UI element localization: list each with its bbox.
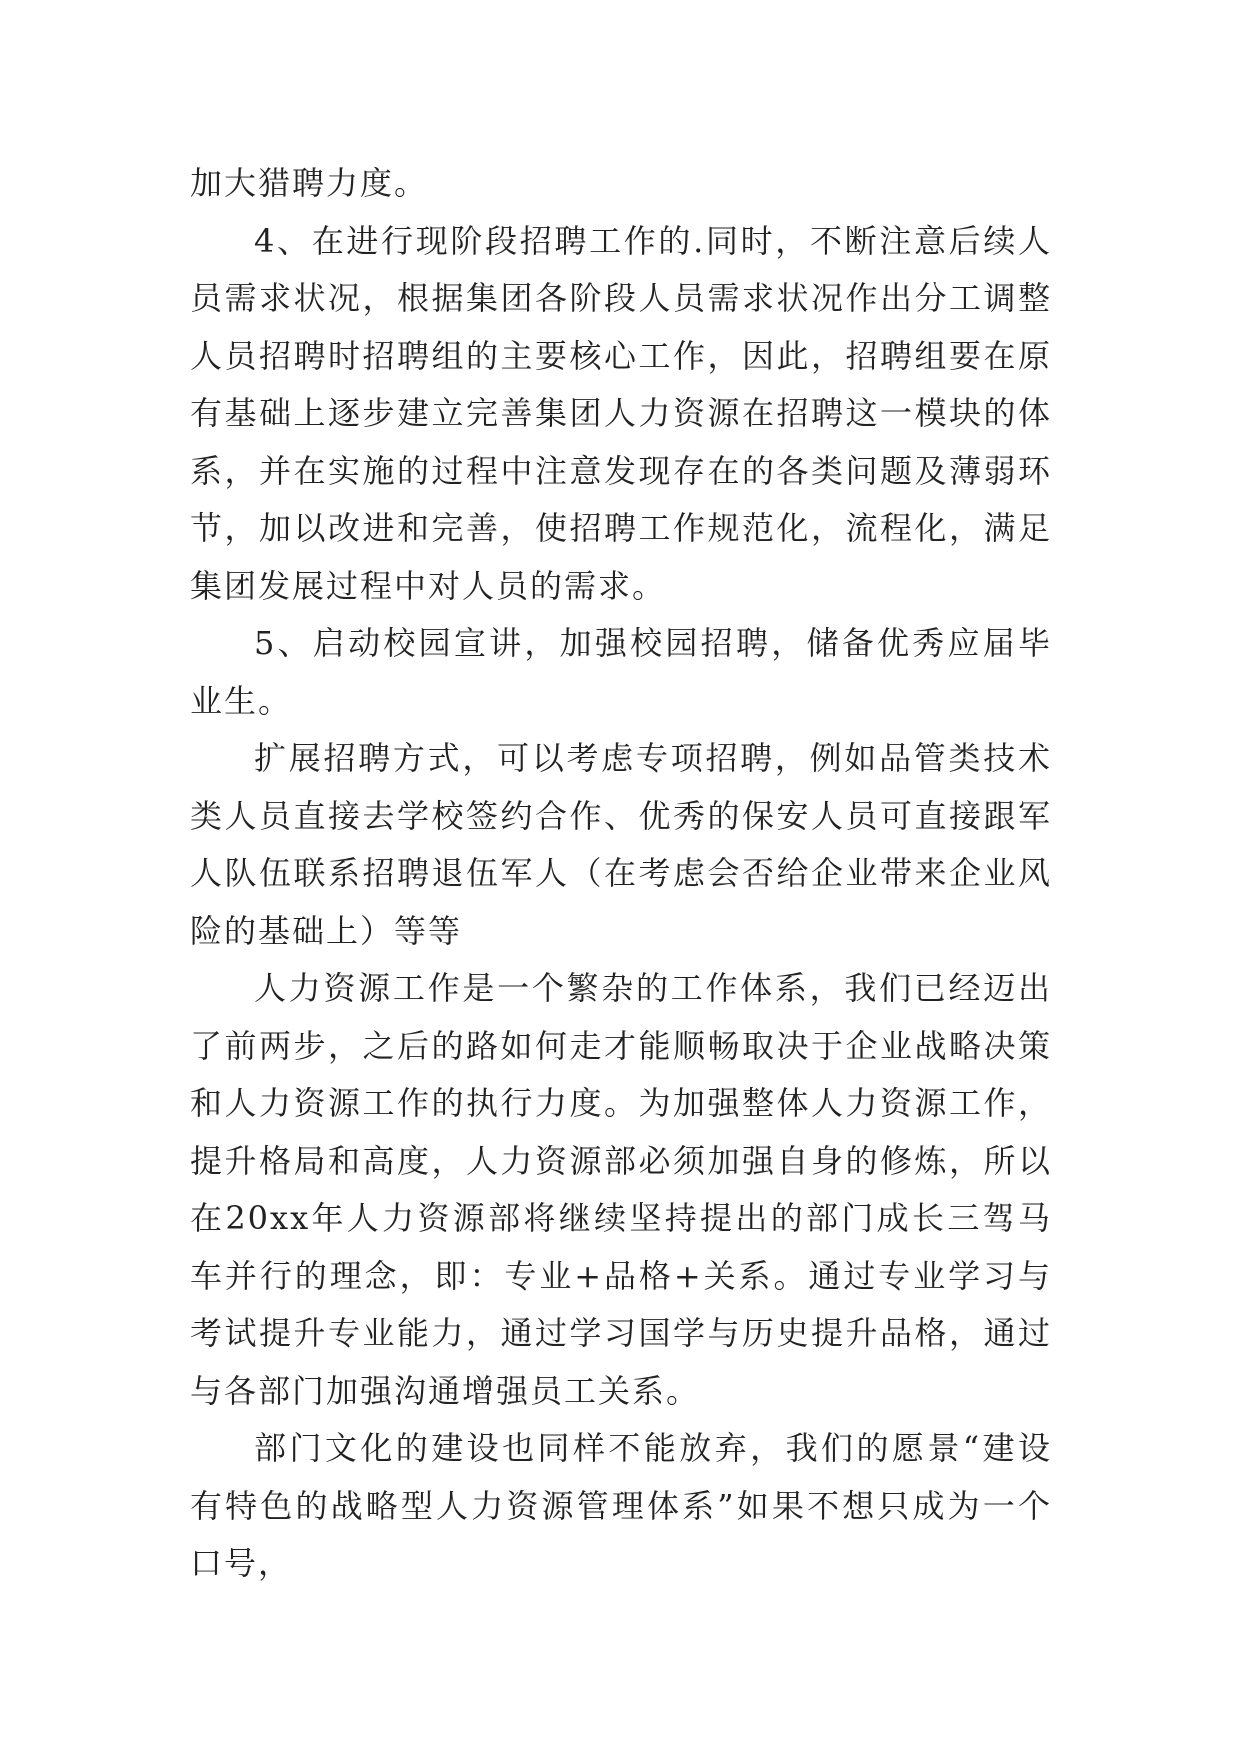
- paragraph-item-4: 4、在进行现阶段招聘工作的.同时，不断注意后续人员需求状况，根据集团各阶段人员需求状况作出分工调整人员招聘时招聘组的主要核心工作，因此，招聘组要在原有基础上逐步建立完善集团人力资源在招聘这一模块的体系，并在实施的过程中注意发现存在的各类问题及薄弱环节，加以改进和完善，使招聘工作规范化，流程化，满足集团发展过程中对人员的需求。: [190, 221, 1052, 605]
- paragraph-hr-system: 人力资源工作是一个繁杂的工作体系，我们已经迈出了前两步，之后的路如何走才能顺畅取决于企业战略决策和人力资源工作的执行力度。为加强整体人力资源工作，提升格局和高度，人力资源部必须加强自身的修炼，所以在20xx年人力资源部将继续坚持提出的部门成长三驾马车并行的理念，即：专业+品格+关系。通过专业学习与考试提升专业能力，通过学习国学与历史提升品格，通过与各部门加强沟通增强员工关系。: [190, 969, 1052, 1410]
- paragraph-item-5: 5、启动校园宣讲，加强校园招聘，储备优秀应届毕业生。: [190, 624, 1052, 720]
- paragraph-continuation: 加大猎聘力度。: [190, 164, 429, 202]
- paragraph-department-culture: 部门文化的建设也同样不能放弃，我们的愿景“建设有特色的战略型人力资源管理体系”如果不想只成为一个口号，: [190, 1429, 1052, 1582]
- paragraph-recruitment-methods: 扩展招聘方式，可以考虑专项招聘，例如品管类技术类人员直接去学校签约合作、优秀的保安人员可直接跟军人队伍联系招聘退伍军人（在考虑会否给企业带来企业风险的基础上）等等: [190, 739, 1052, 950]
- body-text: [190, 155, 1052, 1593]
